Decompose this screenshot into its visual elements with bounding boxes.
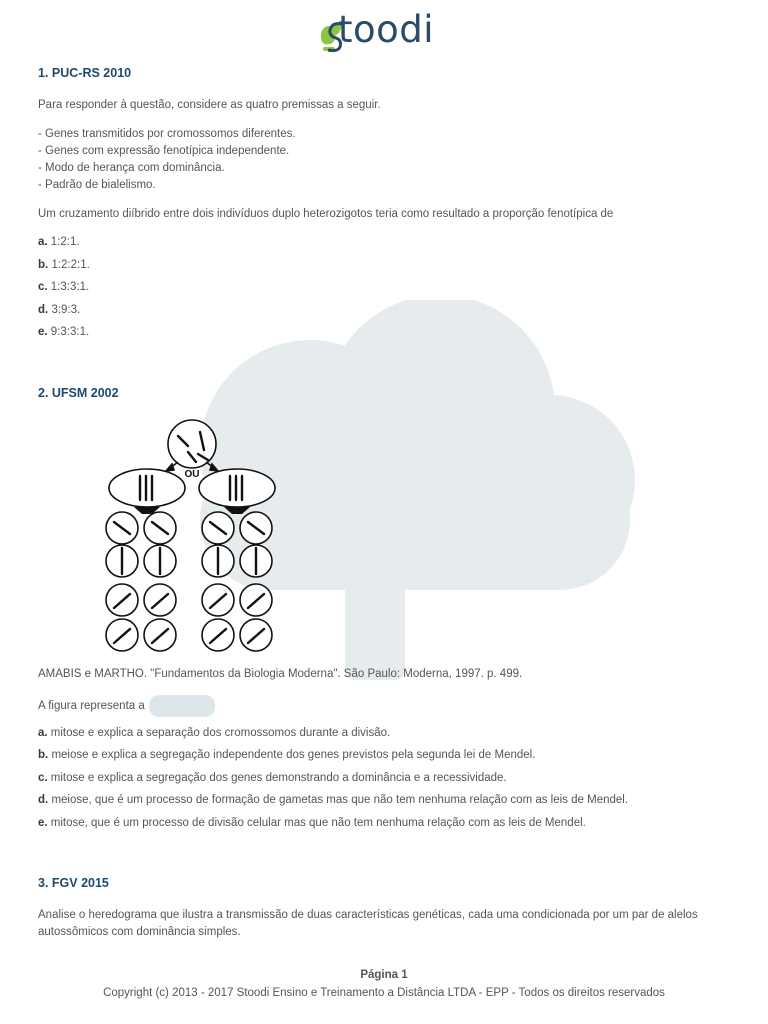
stem-text: A figura representa a: [38, 700, 145, 713]
q2-option-c[interactable]: [38, 772, 507, 784]
question-3-stem-line-2: autossômicos com dominância simples.: [38, 926, 241, 938]
stoodi-logo: [318, 8, 450, 58]
logo-text: toodi: [338, 8, 435, 51]
premise-2: - Genes com expressão fenotípica independente.: [38, 145, 290, 157]
option-letter: d.: [38, 304, 49, 316]
option-text: 3:9:3.: [51, 304, 81, 316]
q2-option-b[interactable]: [38, 749, 535, 761]
question-2-citation: AMABIS e MARTHO. "Fundamentos da Biologia Moderna". São Paulo: Moderna, 1997. p. 499.: [38, 668, 523, 680]
premise-4: - Padrão de bialelismo.: [38, 179, 156, 191]
option-text: 1:3:3:1.: [50, 281, 90, 293]
question-1-title: 1. PUC-RS 2010: [38, 66, 132, 80]
option-letter: a.: [38, 236, 48, 248]
question-3-title: 3. FGV 2015: [38, 876, 109, 890]
option-text: mitose e explica a separação dos cromossomos durante a divisão.: [50, 727, 391, 739]
q1-option-c[interactable]: [38, 281, 89, 293]
premise-3: - Modo de herança com dominância.: [38, 162, 225, 174]
question-2-title: 2. UFSM 2002: [38, 386, 119, 400]
option-letter: a.: [38, 727, 48, 739]
question-3-stem-line-1: Analise o heredograma que ilustra a transmissão de duas características genéticas, cada uma condicionada por um par de alelos: [38, 909, 698, 921]
option-text: meiose e explica a segregação independente dos genes previstos pela segunda lei de Mendel.: [51, 749, 536, 761]
question-2-stem: [38, 695, 215, 717]
option-letter: c.: [38, 281, 48, 293]
option-letter: d.: [38, 794, 49, 806]
option-text: 1:2:2:1.: [51, 259, 90, 271]
option-text: meiose, que é um processo de formação de gametas mas que não tem nenhuma relação com as leis de Mendel.: [51, 794, 629, 806]
q2-option-e[interactable]: [38, 817, 586, 829]
option-letter: b.: [38, 259, 49, 271]
option-text: mitose e explica a segregação dos genes demonstrando a dominância e a recessividade.: [50, 772, 507, 784]
premise-1: - Genes transmitidos por cromossomos diferentes.: [38, 128, 296, 140]
question-1-stem: Um cruzamento diíbrido entre dois indivíduos duplo heterozigotos teria como resultado a proporção fenotípica de: [38, 208, 614, 220]
question-1-intro: Para responder à questão, considere as quatro premissas a seguir.: [38, 99, 381, 111]
option-text: 1:2:1.: [50, 236, 80, 248]
page-number: Página 1: [360, 969, 408, 981]
option-letter: e.: [38, 817, 48, 829]
option-letter: b.: [38, 749, 49, 761]
q2-option-a[interactable]: [38, 727, 390, 739]
option-text: mitose, que é um processo de divisão celular mas que não tem nenhuma relação com as leis de Mendel.: [50, 817, 586, 829]
q1-option-e[interactable]: [38, 326, 89, 338]
q1-option-b[interactable]: [38, 259, 90, 271]
option-letter: e.: [38, 326, 48, 338]
answer-blank: [149, 695, 215, 717]
figure-label-ou: OU: [184, 469, 200, 480]
option-text: 9:3:3:1.: [50, 326, 90, 338]
q2-option-d[interactable]: [38, 794, 628, 806]
copyright-notice: Copyright (c) 2013 - 2017 Stoodi Ensino e Treinamento a Distância LTDA - EPP - Todos os direitos reservados: [103, 987, 665, 999]
q1-option-d[interactable]: [38, 304, 80, 316]
q1-option-a[interactable]: [38, 236, 80, 248]
option-letter: c.: [38, 772, 48, 784]
meiosis-figure: [104, 418, 304, 663]
